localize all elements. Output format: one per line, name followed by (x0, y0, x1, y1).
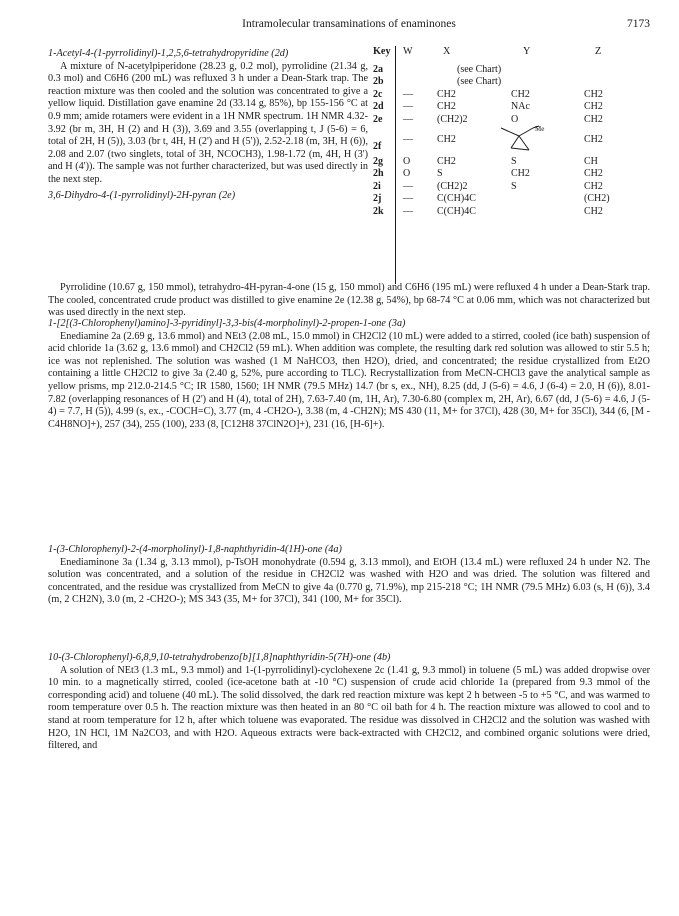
row-key: 2b (373, 76, 384, 88)
row-w: — (403, 133, 413, 145)
row-w: — (403, 113, 413, 125)
table-row (373, 206, 658, 218)
running-header (48, 18, 650, 34)
entry-2d (48, 48, 368, 187)
row-x: S (437, 168, 443, 180)
row-w: — (403, 180, 413, 192)
row-w: — (403, 88, 413, 100)
heading-4a: 1-(3-Chlorophenyl)-2-(4-morpholinyl)-1,8-naphthyridin-4(1H)-one (4a) (48, 544, 342, 555)
left-column (48, 48, 368, 202)
row-key: 2h (373, 168, 384, 180)
row-x: C(CH)4C (437, 205, 476, 217)
row-x: C(CH)4C (437, 193, 476, 205)
row-x: CH2 (437, 88, 456, 100)
table-row (373, 156, 658, 168)
row-y: CH2 (511, 168, 530, 180)
entry-4b (48, 652, 650, 753)
row-z: CH2 (584, 101, 603, 113)
header-y: Y (523, 46, 531, 57)
running-title: Intramolecular transaminations of enaminones (242, 18, 456, 30)
row-w: — (403, 205, 413, 217)
heading-4b: 10-(3-Chlorophenyl)-6,8,9,10-tetrahydrobenzo[b][1,8]naphthyridin-5(7H)-one (4b) (48, 652, 391, 663)
row-z: (CH2) (584, 193, 610, 205)
table-row (373, 193, 658, 205)
row-x: CH2 (437, 155, 456, 167)
row-z: CH2 (584, 180, 603, 192)
row-z: CH2 (584, 133, 603, 145)
table-header-row (373, 46, 658, 60)
header-w: W (403, 46, 413, 57)
row-w: — (403, 193, 413, 205)
entry-2e-body (48, 282, 650, 320)
table-row (373, 76, 658, 88)
body-4a: Enediaminone 3a (1.34 g, 3.13 mmol), p-TsOH monohydrate (0.594 g, 3.13 mmol), and EtOH (13.4 mL) were refluxed 24 h under N2. The solution was concentrated, and a solution of the residue in CH2Cl2 was washed with H2O and was dried. The solution was filtered and concentrated, and the residue was crystallized from MeCN to give 4a (0.770 g, 71.9%), mp 215-218 °C; 1H NMR (79.5 MHz) 6.03 (s, H (6)), 3.4 (m, 2 CH2N), 3.0 (m, 2 -CH2O-); MS 343 (35, M+ for 37Cl), 341 (100, M+ for 35Cl). (48, 556, 650, 606)
header-key: Key (373, 46, 391, 57)
page-number: 7173 (627, 18, 650, 30)
row-span: (see Chart) (457, 76, 502, 88)
row-key: 2f (373, 140, 382, 152)
row-w: O (403, 155, 411, 167)
header-x: X (443, 46, 451, 57)
row-z: CH2 (584, 205, 603, 217)
row-y: S (511, 180, 517, 192)
row-w: — (403, 101, 413, 113)
heading-2e: 3,6-Dihydro-4-(1-pyrrolidinyl)-2H-pyran (2e) (48, 189, 236, 201)
row-y: NAc (511, 101, 530, 113)
row-z: CH2 (584, 88, 603, 100)
table-row (373, 168, 658, 180)
row-z: CH (584, 155, 598, 167)
body-3a: Enediamine 2a (2.69 g, 13.6 mmol) and NEt3 (2.08 mL, 15.0 mmol) in CH2Cl2 (10 mL) were added to a stirred, cooled (ice bath) suspension of acid chloride 1a (3.62 g, 13.6 mmol) and CH2Cl2 (59 mL). When addition was complete, the resulting dark red solution was allowed to stir 5.5 h; ice was not replenished. The solution was washed (1 M NaHCO3, then H2O), dried, and concentrated; the residue crystallized from Et2O containing a little CH2Cl2 to give 3a (2.40 g, 52%, pure according to TLC). Recrystallization from MeCN-CHCl3 gave the analytical sample as yellow prisms, mp 212.0-214.5 °C; IR 1580, 1560; 1H NMR (79.5 MHz) 14.7 (br s, ex., NH), 8.25 (dd, J (5-6) = 4.6, J (6-4) = 2.0, H (6)), 8.01-7.82 (overlapping resonances of H (2') and H (4), total of 2H), 7.63-7.40 (m, 1H, Ar), 7.30-6.80 (complex m, 2H, Ar), 6.67 (dd, J (5-6) = 4.6, J (5-4) = 7.7, H (5)), 4.99 (s, ex., -COCH=C), 3.77 (m, 4 -CH2O-), 3.38 (m, 4 -CH2N); MS 430 (11, M+ for 37Cl), 428 (30, M+ for 35Cl), 344 (6, [M - C4H8NO]+), 257 (34), 255 (100), 233 (8, [C12H8 37ClN2O]+), 231 (16, [H-6]+). (48, 330, 650, 430)
row-w: O (403, 168, 411, 180)
entry-3a (48, 318, 650, 431)
table-row (373, 64, 658, 76)
row-key: 2i (373, 180, 381, 192)
row-key: 2j (373, 193, 382, 205)
row-key: 2c (373, 88, 383, 100)
entry-2e-heading (48, 190, 368, 203)
body-4b: A solution of NEt3 (1.3 mL, 9.3 mmol) and 1-(1-pyrrolidinyl)-cyclohexene 2c (1.41 g, 9.3 mmol) in toluene (5 mL) was added dropwise over 10 min. to a magnetically stirred, cooled (ice-acetone bath at -10 °C) suspension of crude acid chloride 1a (prepared from 9.3 mmol of the corresponding acid) and toluene (40 mL). The solid dissolved, the dark red reaction mixture was kept 2 h between -5 to +5 °C, and was warmed to room temperature over 0.5 h. The reaction mixture was then heated in an 80 °C oil bath for 4 h. The reaction mixture was allowed to cool and to stand at room temperature for 12 h, after which toluene was evaporated. The residue was dissolved in CH2Cl2 and the solution was washed with H2O, 1N HCl, 1M Na2CO3, and with H2O. Aqueous extracts were back-extracted with CH2Cl2, and combined organic solutions were dried, filtered, and (48, 664, 650, 752)
table-row (373, 101, 658, 113)
table-row (373, 89, 658, 101)
row-key: 2e (373, 113, 383, 125)
key-table (373, 46, 658, 218)
row-y: CH2 (511, 88, 530, 100)
row-x: (CH2)2 (437, 113, 468, 125)
table-row (373, 126, 658, 156)
row-x: CH2 (437, 133, 456, 145)
entry-4a (48, 544, 650, 607)
row-z: CH2 (584, 168, 603, 180)
row-key: 2a (373, 64, 383, 75)
row-x: CH2 (437, 101, 456, 113)
row-y: S (511, 155, 517, 167)
row-span: (see Chart) (457, 64, 502, 75)
row-x: (CH2)2 (437, 180, 468, 192)
row-z: CH2 (584, 113, 603, 125)
row-key: 2g (373, 155, 383, 167)
body-2d: A mixture of N-acetylpiperidone (28.23 g, 0.2 mol), pyrrolidine (21.34 g, 0.3 mol) and C6H6 (200 mL) was refluxed 3 h under a Dean-Stark trap. The reaction mixture was then cooled and the solution was concentrated to give a yellow liquid. Distillation gave enamine 2d (33.14 g, 85%), bp 155-156 °C at 0.9 mm; amide rotamers were evident in a 1H NMR spectrum. 1H NMR 4.32-3.92 (br m, 3H, H (2) and H (3)), 3.69 and 3.55 (overlapping t, J (5-6) = 6, total of 2H, H (5)), 3.03 (br t, 4H, H (2') and H (5')), 2.52-2.18 (m, 3H, H (6)), 2.08 and 2.07 (two singlets, total of 3H, NCOCH3), 1.98-1.72 (m, 4H, H (3') and H (4')). The sample was not further characterized, but was used directly in the next step. (48, 60, 368, 185)
row-key: 2d (373, 101, 384, 113)
row-y: O (511, 113, 519, 125)
row-key: 2k (373, 205, 384, 217)
heading-2d: 1-Acetyl-4-(1-pyrrolidinyl)-1,2,5,6-tetrahydropyridine (2d) (48, 48, 289, 59)
table-row (373, 181, 658, 193)
structure-label: Me (535, 124, 545, 133)
body-2e: Pyrrolidine (10.67 g, 150 mmol), tetrahydro-4H-pyran-4-one (15 g, 150 mmol) and C6H6 (195 mL) were refluxed 4 h under a Dean-Stark trap. The cooled, concentrated crude product was distilled to give enamine 2e (12.38 g, 54%), bp 68-74 °C at 0.06 mm, which was not characterized but was used directly in the next step. (48, 282, 650, 319)
header-z: Z (595, 46, 602, 57)
heading-3a: 1-[2[(3-Chlorophenyl)amino]-3-pyridinyl]-3,3-bis(4-morpholinyl)-2-propen-1-one (3a) (48, 318, 406, 329)
cyclopropyl-structure (493, 122, 563, 156)
